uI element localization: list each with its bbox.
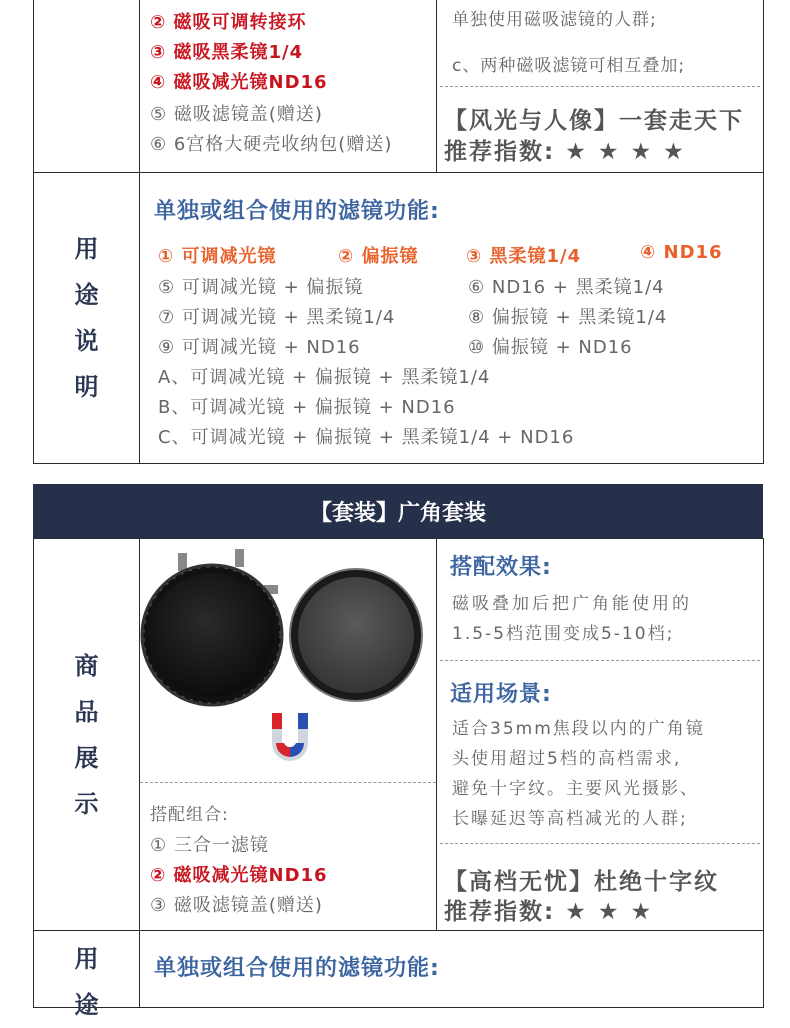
filter-kit-image — [140, 545, 436, 775]
section-title: 单独或组合使用的滤镜功能: — [154, 199, 440, 224]
section-title: 单独或组合使用的滤镜功能: — [154, 956, 440, 981]
rating: 推荐指数: ★ ★ ★ — [444, 899, 654, 925]
combo-item: ③ 磁吸滤镜盖(赠送) — [150, 895, 323, 916]
package-item: ⑤ 磁吸滤镜盖(赠送) — [150, 104, 323, 125]
filter-function: ① 可调减光镜 — [158, 246, 277, 267]
effect-text: 磁吸叠加后把广角能使用的 — [452, 594, 692, 614]
combo-item: ① 三合一滤镜 — [150, 835, 269, 856]
filter-combo: ⑤ 可调减光镜 + 偏振镜 — [158, 277, 364, 298]
dashed-divider — [440, 86, 760, 87]
package-item: ③ 磁吸黑柔镜1/4 — [150, 42, 304, 63]
dashed-divider — [140, 782, 436, 783]
filter-combo: C、可调减光镜 + 偏振镜 + 黑柔镜1/4 + ND16 — [158, 427, 575, 448]
dashed-divider — [440, 843, 760, 844]
scene-title: 适用场景: — [450, 682, 552, 707]
filter-combo: ⑨ 可调减光镜 + ND16 — [158, 337, 361, 358]
filter-combo: ⑧ 偏振镜 + 黑柔镜1/4 — [468, 307, 668, 328]
side-label-usage: 用 途 — [74, 945, 99, 1019]
filter-combo: ⑥ ND16 + 黑柔镜1/4 — [468, 277, 665, 298]
slogan: 【风光与人像】一套走天下 — [444, 108, 744, 134]
usage-note: 单独使用磁吸滤镜的人群; — [452, 10, 657, 30]
divider — [436, 0, 437, 172]
filter-combo: B、可调减光镜 + 偏振镜 + ND16 — [158, 397, 456, 418]
effect-text: 1.5-5档范围变成5-10档; — [452, 624, 675, 644]
filter-function: ④ ND16 — [640, 242, 723, 263]
scene-text: 适合35mm焦段以内的广角镜 — [452, 719, 705, 739]
package-item: ② 磁吸可调转接环 — [150, 12, 307, 33]
divider — [436, 538, 437, 930]
scene-text: 避免十字纹。主要风光摄影、 — [452, 779, 699, 799]
side-label-product: 商 品 展 示 — [74, 651, 99, 818]
filter-function: ② 偏振镜 — [338, 246, 419, 267]
side-label-usage: 用 途 说 明 — [74, 235, 99, 401]
dashed-divider — [440, 660, 760, 661]
kit-banner: 【套装】广角套装 — [33, 484, 763, 538]
usage-note: c、两种磁吸滤镜可相互叠加; — [452, 56, 686, 76]
package-item: ④ 磁吸减光镜ND16 — [150, 72, 328, 93]
divider — [33, 172, 764, 173]
slogan: 【高档无忧】杜绝十字纹 — [444, 869, 719, 895]
filter-combo: ⑦ 可调减光镜 + 黑柔镜1/4 — [158, 307, 396, 328]
scene-text: 头使用超过5档的高档需求, — [452, 749, 682, 769]
package-item: ⑥ 6宫格大硬壳收纳包(赠送) — [150, 134, 393, 155]
combo-title: 搭配组合: — [150, 805, 229, 825]
effect-title: 搭配效果: — [450, 555, 552, 580]
filter-combo: A、可调减光镜 + 偏振镜 + 黑柔镜1/4 — [158, 367, 491, 388]
divider — [139, 0, 140, 464]
filter-function: ③ 黑柔镜1/4 — [466, 246, 582, 267]
scene-text: 长曝延迟等高档减光的人群; — [452, 809, 688, 829]
rating: 推荐指数: ★ ★ ★ ★ — [444, 139, 686, 165]
filter-combo: ⑩ 偏振镜 + ND16 — [468, 337, 633, 358]
divider — [33, 930, 764, 931]
combo-item: ② 磁吸减光镜ND16 — [150, 865, 328, 886]
